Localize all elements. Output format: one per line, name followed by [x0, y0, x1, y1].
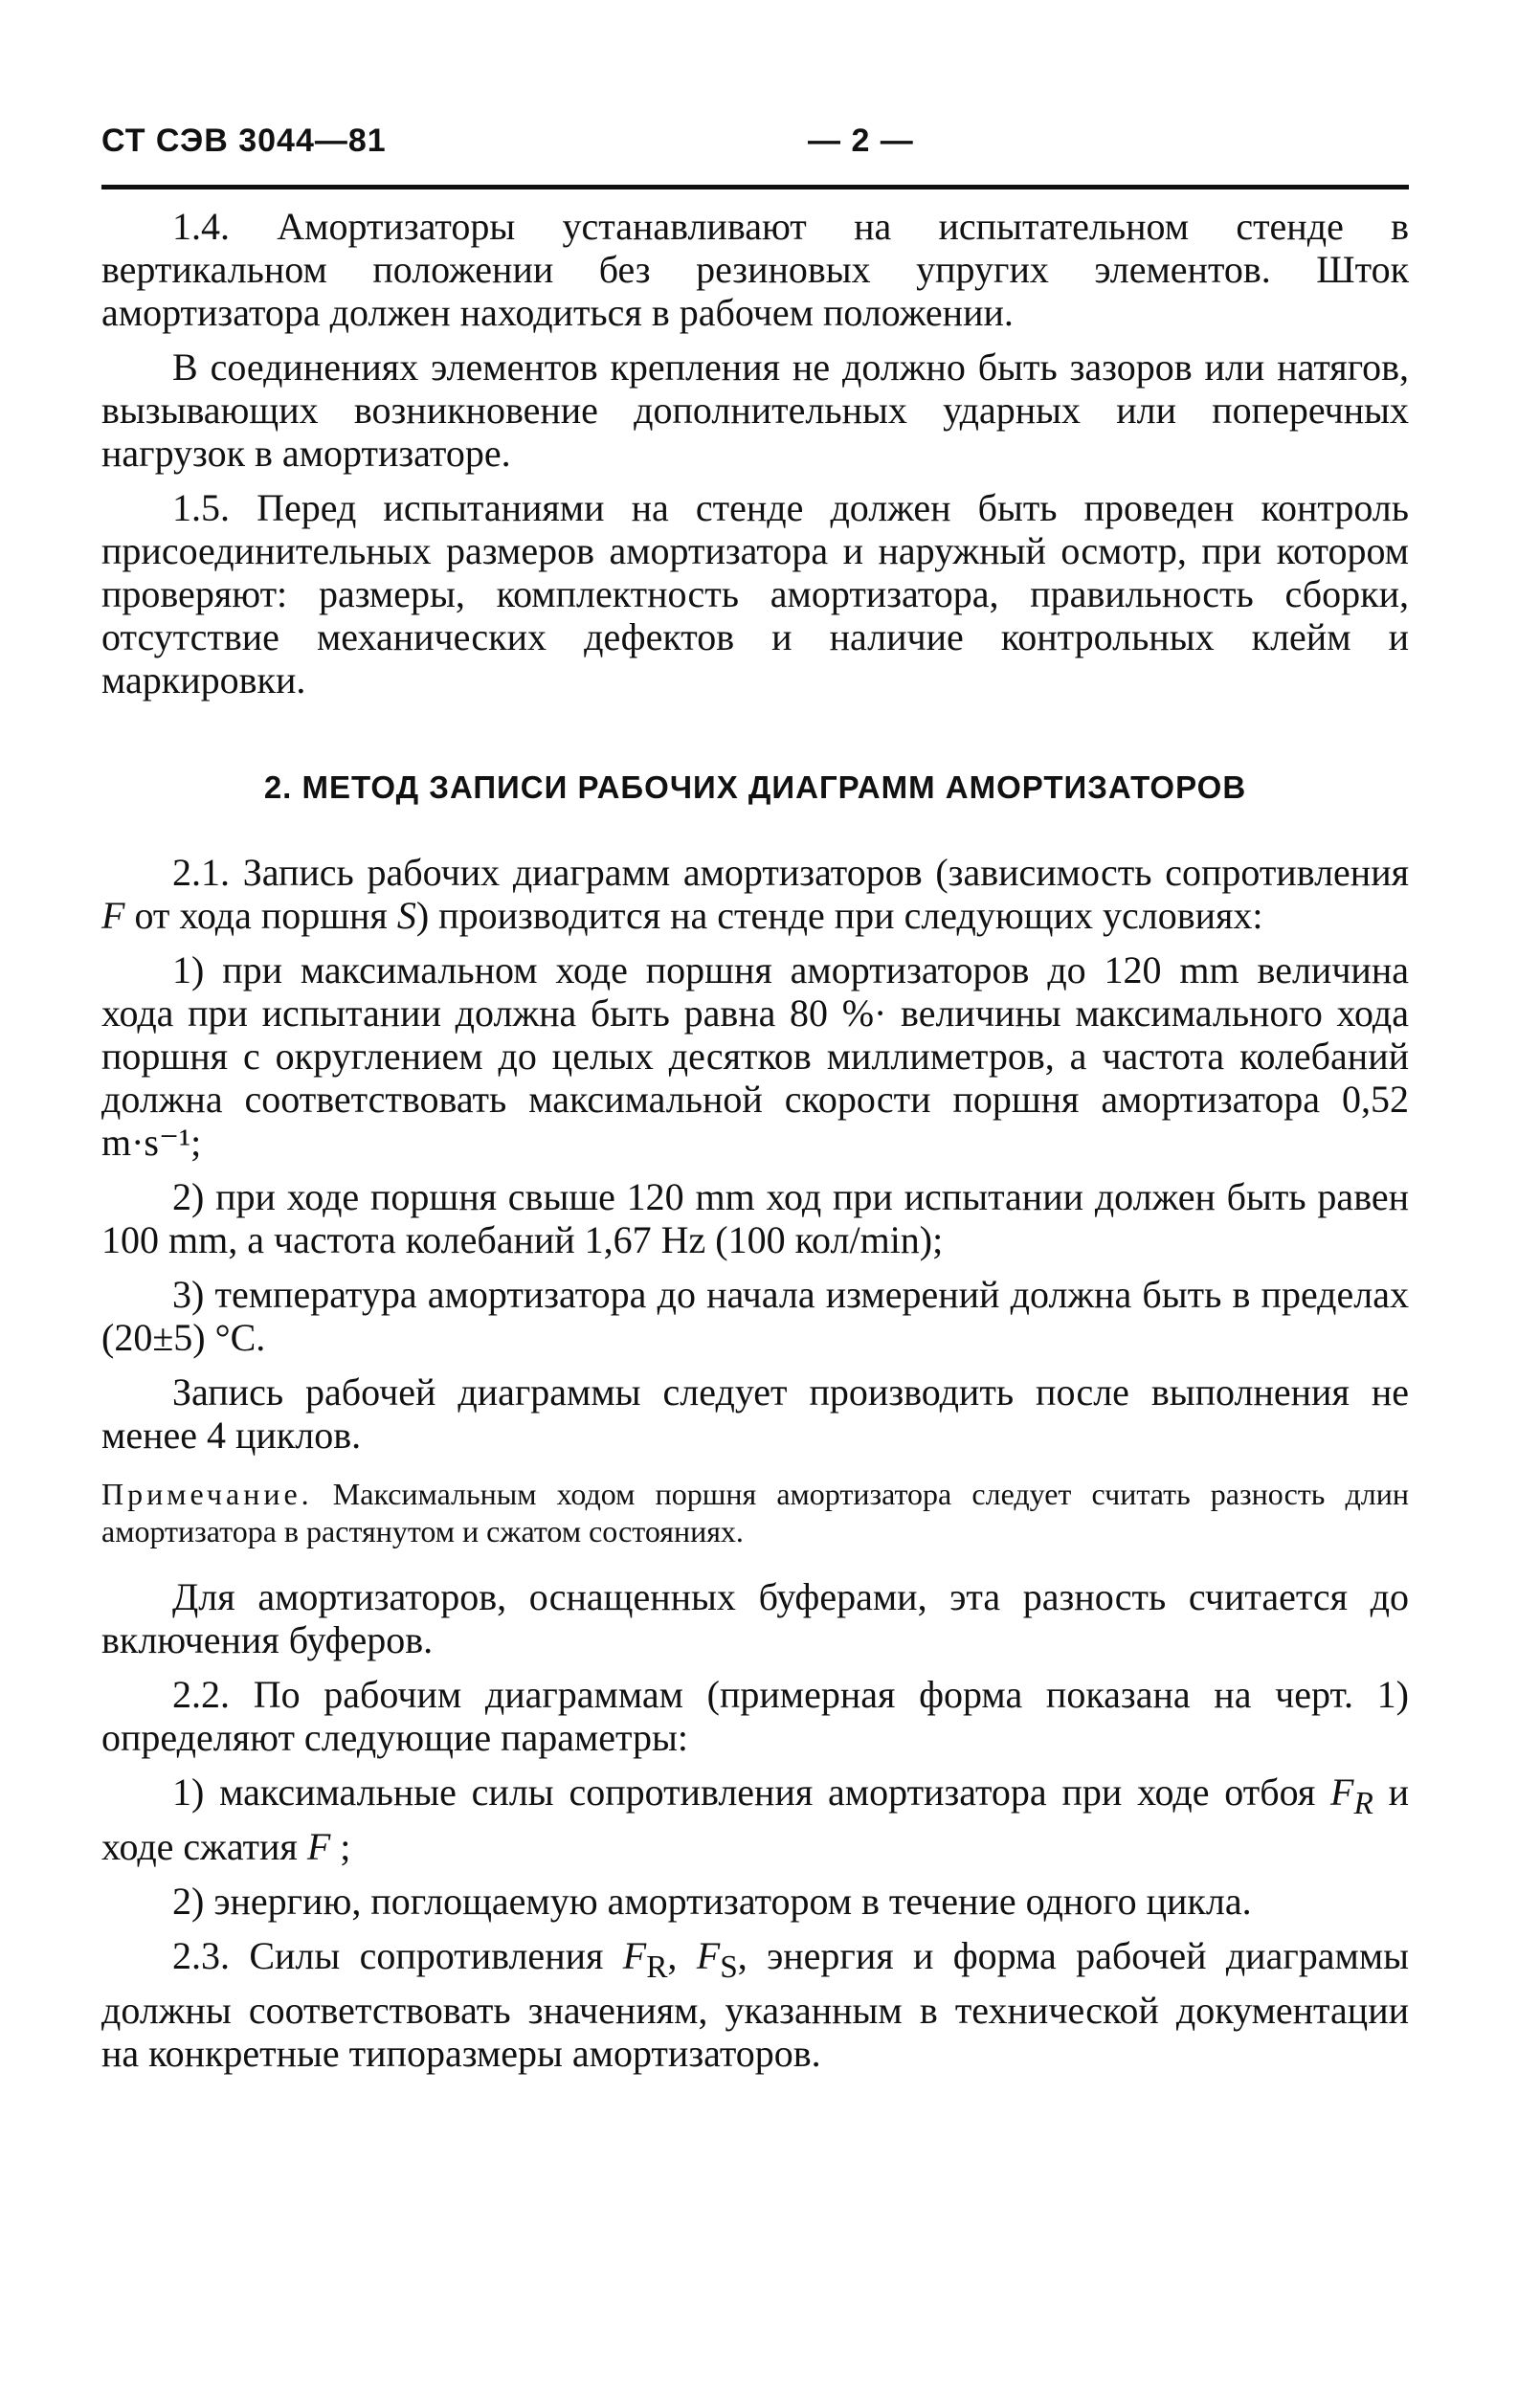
page-header — [101, 122, 1409, 170]
p22-item1-mid: и ходе сжатия — [101, 1771, 1410, 1868]
paragraph-1-4: 1.4. Амортизаторы устанавливают на испытательном стенде в вертикальном положении без резиновых упругих элементов. Шток амортизатора должен находиться в рабочем положении. — [101, 205, 1409, 334]
paragraph-joints: В соединениях элементов крепления не должно быть зазоров или натягов, вызывающих возникновение дополнительных ударных или поперечных нагрузок в амортизаторе. — [101, 345, 1409, 475]
note — [101, 1476, 1409, 1550]
note-text: Максимальным ходом поршня амортизатора следует считать разность длин амортизатора в растянутом и сжатом состояниях. — [101, 1477, 1410, 1548]
p21-after: ) производится на стенде при следующих условиях: — [415, 894, 1263, 937]
p21-middle: от хода поршня — [134, 894, 388, 937]
list-item-3: 3) температура амортизатора до начала измерений должна быть в пределах (20±5) °C. — [101, 1273, 1409, 1359]
p21-before: 2.1. Запись рабочих диаграмм амортизаторов (зависимость сопротивления — [172, 851, 1409, 894]
p23-symbol-FS: F — [696, 1934, 721, 1977]
document-body — [101, 205, 1409, 2086]
p23-symbol-FR: F — [622, 1934, 647, 1977]
paragraph-1-5: 1.5. Перед испытаниями на стенде должен быть проведен контроль присоединительных размеров амортизатора и наружный осмотр, при котором проверяют: размеры, комплектность амортизатора, правильность сборки, отсутствие механических дефектов и наличие контрольных клейм и маркировки. — [101, 486, 1409, 702]
list-item-1: 1) при максимальном ходе поршня амортизаторов до 120 mm величина хода при испытании должна быть равна 80 %· величины максимального хода поршня с округлением до целых десятков миллиметров, а частота колебаний должна соответствовать максимальной скорости поршня амортизатора 0,52 m·s⁻¹; — [101, 948, 1409, 1164]
p23-start: 2.3. Силы сопротивления — [172, 1934, 604, 1977]
paragraph-2-1 — [101, 851, 1409, 937]
paragraph-cycles: Запись рабочей диаграммы следует производить после выполнения не менее 4 циклов. — [101, 1370, 1409, 1457]
p22-item-2: 2) энергию, поглощаемую амортизатором в течение одного цикла. — [172, 1880, 1252, 1923]
header-rule — [101, 185, 1409, 189]
standard-number: СТ СЭВ 3044—81 — [101, 122, 387, 159]
paragraph-2-3 — [101, 1934, 1409, 2075]
page-number: — 2 — — [808, 122, 914, 159]
section-title: 2. МЕТОД ЗАПИСИ РАБОЧИХ ДИАГРАММ АМОРТИЗАТОРОВ — [263, 769, 1247, 805]
p23-comma: , — [667, 1934, 678, 1977]
symbol-FS: F — [306, 1825, 331, 1868]
symbol-F: F — [101, 894, 125, 937]
symbol-FR: F — [1330, 1771, 1354, 1814]
note-label: Примечание. — [101, 1477, 313, 1511]
p22-item-1 — [101, 1771, 1409, 1868]
paragraph-2-2: 2.2. По рабочим диаграммам (примерная форма показана на черт. 1) определяют следующие параметры: — [101, 1673, 1409, 1759]
p23-end: , энергия и форма рабочей диаграммы должны соответствовать значениям, указанным в технической документации на конкретные типоразмеры амортизаторов. — [101, 1934, 1410, 2075]
symbol-R-sub: R — [1353, 1786, 1373, 1821]
p23-S-sub: S — [720, 1949, 738, 1985]
paragraph-buffers: Для амортизаторов, оснащенных буферами, эта разность считается до включения буферов. — [101, 1575, 1409, 1661]
p22-item1-text: 1) максимальные силы сопротивления амортизатора при ходе отбоя — [172, 1771, 1316, 1814]
symbol-S: S — [396, 894, 416, 937]
p22-item1-end: ; — [340, 1825, 351, 1868]
list-item-2: 2) при ходе поршня свыше 120 mm ход при испытании должен быть равен 100 mm, а частота колебаний 1,67 Hz (100 кол/min); — [101, 1175, 1409, 1261]
p23-R-sub: R — [646, 1949, 668, 1985]
